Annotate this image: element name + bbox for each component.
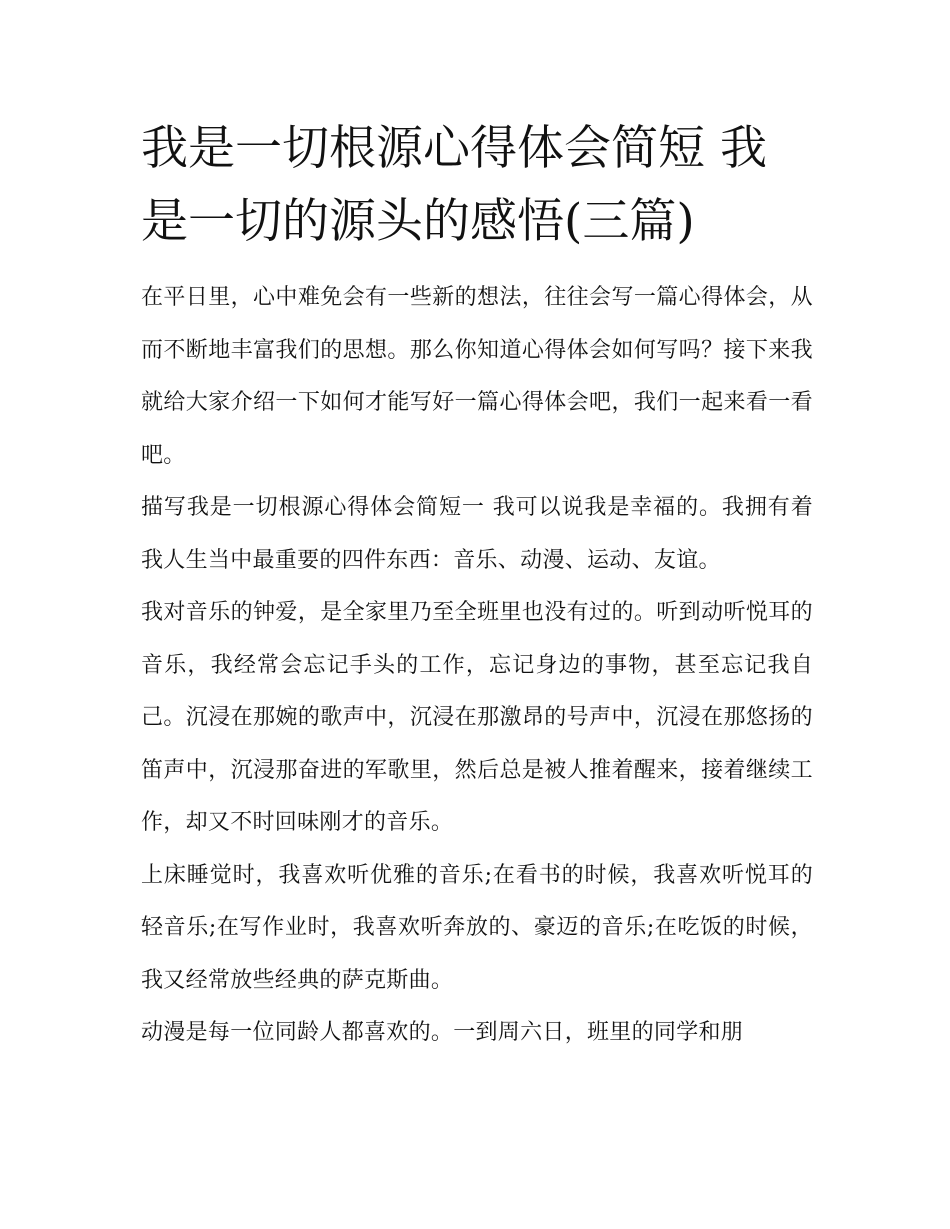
document-title: 我是一切根源心得体会简短 我是一切的源头的感悟(三篇) — [141, 121, 767, 249]
document-body — [141, 112, 813, 1060]
paragraph-anime: 动漫是每一位同龄人都喜欢的。一到周六日，班里的同学和朋 — [141, 1020, 744, 1045]
paragraph-music-love: 我对音乐的钟爱，是全家里乃至全班里也没有过的。听到动听悦耳的音乐，我经常会忘记手头的工作，忘记身边的事物，甚至忘记我自己。沉浸在那婉的歌声中，沉浸在那激昂的号声中，沉浸在那悠扬的笛声中，沉浸那奋进的军歌里，然后总是被人推着醒来，接着继续工作，却又不时回味刚才的音乐。 — [141, 600, 813, 835]
paragraph-music-habits: 上床睡觉时，我喜欢听优雅的音乐;在看书的时候，我喜欢听悦耳的轻音乐;在写作业时，我喜欢听奔放的、豪迈的音乐;在吃饭的时候，我又经常放些经典的萨克斯曲。 — [141, 862, 813, 993]
paragraph-intro: 在平日里，心中难免会有一些新的想法，往往会写一篇心得体会，从而不断地丰富我们的思想。那么你知道心得体会如何写吗？接下来我就给大家介绍一下如何才能写好一篇心得体会吧，我们一起来看一看吧。 — [141, 285, 813, 468]
paragraph-essay-one-opening: 描写我是一切根源心得体会简短一 我可以说我是幸福的。我拥有着我人生当中最重要的四件东西：音乐、动漫、运动、友谊。 — [141, 495, 813, 573]
